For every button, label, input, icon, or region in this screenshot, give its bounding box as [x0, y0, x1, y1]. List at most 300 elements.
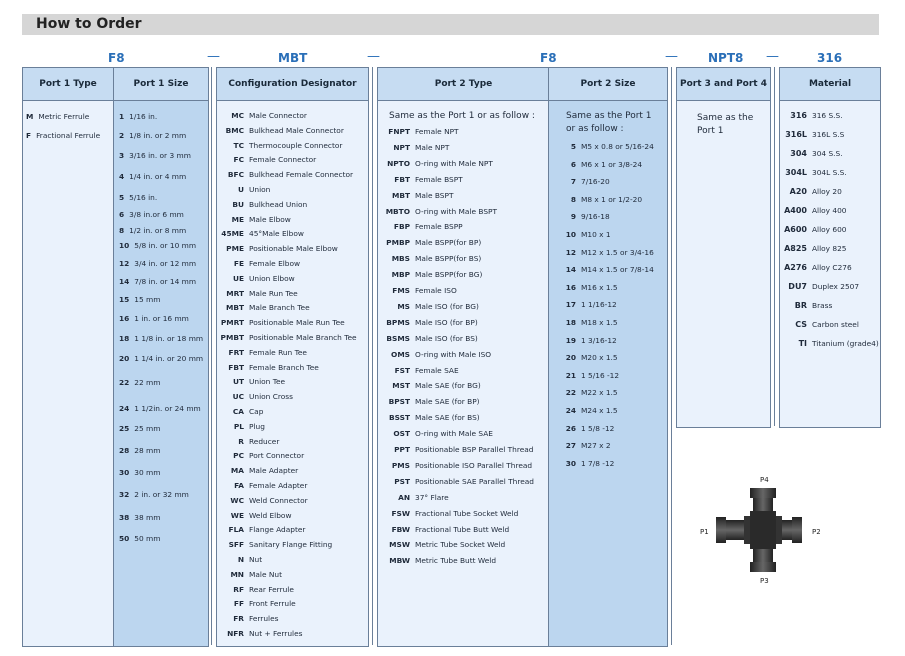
- item-desc: Bulkhead Female Connector: [249, 170, 354, 180]
- list-item: [562, 283, 618, 292]
- list-item: [219, 244, 338, 253]
- item-desc: Nut + Ferrules: [249, 629, 303, 638]
- list-item: [219, 511, 292, 520]
- column-divider: [211, 67, 212, 645]
- item-desc: Port Connector: [249, 451, 305, 461]
- order-code-port1: F8: [108, 51, 125, 65]
- item-desc: Metric Tube Socket Weld: [415, 540, 506, 550]
- port-label-p3: P3: [760, 577, 769, 585]
- item-desc: Positionable BSP Parallel Thread: [415, 445, 534, 454]
- item-code: F: [26, 131, 32, 140]
- item-code: 316: [790, 111, 807, 120]
- list-item: [382, 127, 459, 136]
- item-code: BSST: [389, 413, 410, 423]
- port2-type-header: Port 2 Type: [378, 68, 549, 101]
- list-item: [382, 159, 493, 168]
- list-item: [119, 534, 160, 543]
- item-desc: Bulkhead Male Connector: [249, 125, 344, 135]
- list-item: [119, 468, 160, 477]
- order-code-port2: F8: [540, 51, 557, 65]
- item-desc: M12 x 1.5 or 3/4-16: [581, 247, 654, 257]
- item-code: 5: [119, 193, 125, 202]
- item-code: 22: [565, 388, 576, 398]
- item-desc: M10 x 1: [581, 230, 611, 239]
- item-code: 20: [119, 354, 130, 363]
- item-desc: Male Run Tee: [249, 288, 298, 298]
- list-item: [119, 193, 157, 202]
- item-desc: Male Adapter: [249, 466, 299, 476]
- list-item: [219, 215, 291, 224]
- item-desc: Female BSPT: [415, 174, 463, 184]
- port-label-p2: P2: [812, 528, 821, 536]
- item-desc: Positionable SAE Parallel Thread: [415, 476, 534, 486]
- list-item: [119, 404, 201, 413]
- item-code: MN: [230, 569, 244, 579]
- item-code: 1: [119, 112, 125, 121]
- item-code: CS: [795, 320, 807, 329]
- item-code: PMRT: [220, 318, 244, 328]
- item-code: NPTO: [387, 158, 410, 168]
- item-desc: Weld Connector: [249, 495, 308, 505]
- list-item: [219, 259, 300, 268]
- item-desc: Sanitary Flange Fitting: [249, 540, 333, 550]
- item-desc: Union Cross: [249, 392, 293, 402]
- item-code: 10: [565, 230, 576, 239]
- item-desc: Titanium (grade4): [812, 339, 879, 348]
- item-code: 3: [119, 151, 125, 160]
- item-code: 8: [119, 226, 125, 235]
- column-divider: [671, 67, 672, 645]
- item-code: 17: [565, 300, 576, 310]
- list-item: [219, 392, 293, 401]
- list-item: [562, 353, 618, 362]
- item-code: FNPT: [388, 127, 410, 136]
- item-desc: 316L S.S: [812, 130, 845, 139]
- item-desc: 3/4 in. or 12 mm: [134, 259, 197, 268]
- list-item: [119, 334, 203, 343]
- item-desc: M18 x 1.5: [581, 318, 618, 327]
- list-item: [562, 318, 618, 327]
- list-item: [219, 422, 265, 431]
- item-code: 24: [119, 404, 130, 413]
- item-desc: 9/16-18: [581, 212, 610, 222]
- list-item: [219, 318, 345, 327]
- list-item: [382, 429, 493, 438]
- item-code: 12: [119, 259, 130, 268]
- page-title: How to Order: [36, 16, 142, 32]
- item-desc: O-ring with Male BSPT: [415, 206, 497, 216]
- item-code: A825: [784, 244, 807, 253]
- item-code: 304: [790, 149, 807, 158]
- item-code: 30: [119, 468, 130, 477]
- item-desc: 304 S.S.: [812, 149, 843, 158]
- order-code-separator: —: [207, 49, 220, 64]
- item-code: 27: [565, 441, 576, 451]
- list-item: [219, 407, 263, 416]
- item-code: 20: [565, 353, 576, 363]
- item-code: FBP: [393, 222, 410, 232]
- list-item: [780, 111, 843, 120]
- item-desc: Female Elbow: [249, 259, 301, 268]
- item-desc: Fractional Tube Butt Weld: [415, 524, 510, 534]
- item-code: 16: [119, 314, 130, 323]
- item-code: 22: [119, 378, 130, 387]
- item-code: SFF: [228, 540, 244, 550]
- item-desc: 37° Flare: [415, 492, 449, 502]
- list-item: [382, 540, 505, 549]
- list-item: [219, 126, 344, 135]
- item-desc: M16 x 1.5: [581, 282, 618, 292]
- item-desc: 2 in. or 32 mm: [134, 490, 189, 499]
- list-item: [219, 437, 279, 446]
- item-desc: Thermocouple Connector: [249, 140, 343, 150]
- list-item: [219, 629, 302, 638]
- item-desc: 1 in. or 16 mm: [134, 314, 189, 323]
- item-code: MA: [230, 466, 244, 476]
- list-item: [219, 170, 353, 179]
- item-code: BMC: [225, 125, 244, 135]
- item-code: CA: [232, 407, 244, 416]
- list-item: [780, 244, 847, 253]
- list-item: [119, 277, 196, 286]
- item-code: 28: [119, 446, 130, 455]
- order-code-material: 316: [817, 51, 843, 65]
- item-code: WC: [230, 495, 244, 505]
- item-desc: 316 S.S.: [812, 111, 843, 120]
- list-item: [562, 248, 654, 257]
- port2-type-intro: Same as the Port 1 or as follow :: [389, 111, 535, 121]
- item-desc: 1/16 in.: [129, 112, 158, 121]
- item-code: WE: [230, 510, 244, 520]
- list-item: [780, 168, 847, 177]
- item-desc: 50 mm: [134, 534, 161, 543]
- list-item: [26, 112, 89, 121]
- item-desc: M20 x 1.5: [581, 353, 618, 363]
- item-desc: Ferrules: [249, 614, 279, 624]
- list-item: [382, 413, 480, 422]
- item-desc: Alloy C276: [812, 263, 852, 272]
- item-desc: Female Run Tee: [249, 347, 307, 357]
- item-desc: Female Adapter: [249, 481, 308, 490]
- item-code: 30: [565, 458, 576, 468]
- item-code: MBTO: [385, 206, 410, 216]
- item-desc: Carbon steel: [812, 320, 859, 329]
- port1-size-header: Port 1 Size: [114, 68, 208, 101]
- list-item: [562, 424, 614, 433]
- list-item: [219, 363, 319, 372]
- item-code: 7: [570, 177, 576, 187]
- list-item: [219, 348, 307, 357]
- item-code: FBT: [228, 362, 244, 372]
- item-code: MBT: [225, 303, 244, 313]
- item-code: BFC: [227, 170, 244, 180]
- item-desc: Duplex 2507: [812, 282, 860, 291]
- item-desc: Cap: [249, 407, 264, 416]
- port1-type-column: [22, 67, 114, 647]
- item-code: 6: [119, 210, 125, 219]
- item-code: 12: [565, 247, 576, 257]
- list-item: [382, 302, 479, 311]
- item-code: MBW: [389, 556, 410, 566]
- list-item: [219, 481, 307, 490]
- config-header: Configuration Designator: [217, 68, 368, 101]
- item-code: PC: [233, 451, 244, 461]
- list-item: [382, 286, 457, 295]
- list-item: [382, 143, 449, 152]
- item-desc: Weld Elbow: [249, 510, 292, 520]
- order-code-separator: —: [766, 49, 779, 64]
- item-desc: Male Branch Tee: [249, 303, 310, 313]
- list-item: [219, 274, 295, 283]
- item-code: MS: [397, 301, 410, 311]
- item-desc: Male SAE (for BG): [415, 381, 481, 391]
- list-item: [219, 377, 285, 386]
- item-desc: Reducer: [249, 436, 280, 446]
- list-item: [382, 461, 532, 470]
- item-desc: Female Connector: [249, 155, 317, 165]
- list-item: [219, 555, 262, 564]
- list-item: [219, 599, 296, 608]
- list-item: [382, 397, 480, 406]
- item-code: BPST: [388, 397, 410, 407]
- list-item: [219, 185, 270, 194]
- item-desc: Brass: [812, 301, 833, 310]
- item-desc: Union: [249, 185, 271, 194]
- item-desc: 45°Male Elbow: [249, 229, 304, 239]
- union-cross-diagram: [690, 470, 821, 594]
- item-code: 8: [570, 194, 576, 204]
- list-item: [119, 112, 157, 121]
- list-item: [562, 459, 614, 468]
- item-desc: Flange Adapter: [249, 525, 306, 535]
- list-item: [780, 130, 844, 139]
- list-item: [780, 339, 879, 348]
- item-desc: Male BSPP(for BG): [415, 270, 483, 280]
- item-desc: Metric Tube Butt Weld: [415, 556, 497, 566]
- list-item: [382, 381, 481, 390]
- item-desc: 5/8 in. or 10 mm: [134, 241, 197, 250]
- item-code: FMS: [392, 286, 410, 295]
- list-item: [562, 265, 654, 274]
- list-item: [382, 222, 463, 231]
- item-code: FR: [233, 614, 244, 624]
- item-desc: O-ring with Male NPT: [415, 158, 493, 168]
- item-code: 2: [119, 131, 125, 140]
- item-desc: 5/16 in.: [129, 193, 158, 202]
- item-desc: Male NPT: [415, 142, 450, 152]
- item-code: 32: [119, 490, 130, 499]
- list-item: [562, 142, 654, 151]
- item-code: 19: [565, 335, 576, 345]
- item-code: NFR: [227, 629, 244, 638]
- item-desc: Positionable Male Run Tee: [249, 318, 345, 328]
- list-item: [219, 466, 298, 475]
- item-code: FE: [233, 259, 244, 268]
- item-desc: M27 x 2: [581, 441, 611, 451]
- item-code: 304L: [785, 168, 807, 177]
- item-desc: 1/2 in. or 8 mm: [129, 226, 187, 235]
- item-code: PMS: [391, 460, 410, 470]
- item-desc: Male BSPT: [415, 190, 454, 200]
- list-item: [219, 570, 282, 579]
- item-desc: Union Tee: [249, 377, 286, 387]
- item-code: UE: [232, 273, 244, 283]
- item-code: OST: [393, 429, 410, 439]
- list-item: [382, 525, 509, 534]
- item-code: BPMS: [386, 317, 410, 327]
- item-code: 16: [565, 282, 576, 292]
- item-code: 26: [565, 423, 576, 433]
- item-desc: M6 x 1 or 3/8-24: [581, 159, 643, 169]
- item-desc: Bulkhead Union: [249, 199, 308, 209]
- item-code: PMBP: [386, 238, 410, 248]
- item-code: FBT: [394, 174, 410, 184]
- list-item: [382, 477, 534, 486]
- item-code: 45ME: [221, 229, 244, 239]
- list-item: [382, 238, 481, 247]
- title-bar: [22, 14, 879, 35]
- item-code: FST: [394, 365, 410, 375]
- port-label-p4: P4: [760, 476, 769, 484]
- item-desc: Union Elbow: [249, 273, 295, 283]
- item-code: MBT: [391, 190, 410, 200]
- list-item: [382, 445, 534, 454]
- item-desc: 304L S.S.: [812, 168, 847, 177]
- item-desc: 3/8 in.or 6 mm: [129, 210, 184, 219]
- item-code: TI: [798, 339, 807, 348]
- item-desc: Male Elbow: [249, 214, 291, 224]
- port2-size-header: Port 2 Size: [549, 68, 667, 101]
- list-item: [382, 493, 449, 502]
- item-code: 5: [570, 142, 576, 151]
- item-desc: 28 mm: [134, 446, 161, 455]
- item-code: ME: [231, 214, 244, 224]
- port34-header: Port 3 and Port 4: [677, 68, 770, 101]
- list-item: [119, 424, 160, 433]
- item-desc: 3/16 in. or 3 mm: [129, 151, 191, 160]
- list-item: [780, 263, 852, 272]
- item-desc: Front Ferrule: [249, 599, 296, 609]
- list-item: [119, 490, 189, 499]
- item-code: PMBT: [220, 333, 244, 342]
- item-code: UT: [232, 377, 244, 387]
- list-item: [119, 210, 184, 219]
- list-item: [119, 513, 160, 522]
- list-item: [780, 206, 847, 215]
- list-item: [219, 496, 308, 505]
- item-desc: Female Branch Tee: [249, 362, 319, 372]
- item-code: PPT: [394, 445, 410, 454]
- item-code: MST: [392, 381, 410, 391]
- item-desc: M14 x 1.5 or 7/8-14: [581, 265, 654, 275]
- list-item: [780, 225, 847, 234]
- list-item: [119, 354, 203, 363]
- list-item: [562, 300, 617, 309]
- list-item: [219, 333, 357, 342]
- list-item: [219, 525, 305, 534]
- item-code: BR: [794, 301, 807, 310]
- list-item: [382, 350, 491, 359]
- item-code: 9: [570, 212, 576, 222]
- item-desc: Male Nut: [249, 569, 282, 579]
- item-code: A400: [784, 206, 807, 215]
- item-desc: Female NPT: [415, 127, 459, 136]
- item-code: 38: [119, 513, 130, 522]
- item-desc: M8 x 1 or 1/2-20: [581, 194, 643, 204]
- item-desc: Male BSPP(for BP): [415, 238, 482, 248]
- item-code: PST: [394, 476, 410, 486]
- list-item: [562, 212, 610, 221]
- item-desc: Male SAE (for BS): [415, 413, 480, 423]
- item-code: 21: [565, 370, 576, 380]
- item-desc: 1 1/8 in. or 18 mm: [134, 334, 204, 343]
- item-desc: 1 1/16-12: [581, 300, 617, 310]
- list-item: [382, 207, 497, 216]
- item-desc: 1 5/16 -12: [581, 370, 620, 380]
- order-code-config: MBT: [278, 51, 308, 65]
- item-desc: 22 mm: [134, 378, 161, 387]
- item-desc: Female BSPP: [415, 222, 463, 232]
- list-item: [219, 200, 307, 209]
- item-desc: M5 x 0.8 or 5/16-24: [581, 142, 654, 151]
- list-item: [780, 149, 843, 158]
- item-desc: Female SAE: [415, 365, 459, 375]
- item-desc: Female ISO: [415, 286, 457, 295]
- item-code: 4: [119, 172, 125, 181]
- material-header: Material: [780, 68, 880, 101]
- item-code: MSW: [389, 540, 410, 550]
- column-divider: [774, 67, 775, 426]
- item-desc: Male Connector: [249, 111, 307, 120]
- item-desc: 15 mm: [134, 295, 161, 304]
- item-desc: 1/8 in. or 2 mm: [129, 131, 187, 140]
- port2-size-intro: Same as the Port 1 or as follow :: [566, 111, 652, 134]
- item-code: FC: [233, 155, 244, 165]
- item-code: FLA: [228, 525, 244, 535]
- port1-type-header: Port 1 Type: [23, 68, 113, 101]
- item-desc: O-ring with Male SAE: [415, 429, 493, 439]
- item-desc: 1 7/8 -12: [581, 458, 615, 468]
- list-item: [562, 195, 642, 204]
- list-item: [219, 451, 304, 460]
- list-item: [562, 388, 618, 397]
- item-code: 24: [565, 406, 576, 415]
- item-code: PL: [233, 421, 244, 431]
- list-item: [119, 295, 160, 304]
- list-item: [382, 334, 478, 343]
- list-item: [219, 155, 316, 164]
- list-item: [562, 177, 610, 186]
- item-desc: Plug: [249, 421, 265, 431]
- item-desc: O-ring with Male ISO: [415, 349, 492, 359]
- item-code: 18: [565, 318, 576, 327]
- item-desc: 1 5/8 -12: [581, 423, 615, 433]
- item-code: MBS: [391, 254, 410, 264]
- item-desc: Alloy 20: [812, 187, 842, 196]
- item-code: FA: [234, 481, 244, 490]
- list-item: [219, 141, 342, 150]
- order-code-separator: —: [665, 49, 678, 64]
- list-item: [562, 441, 611, 450]
- list-item: [562, 160, 642, 169]
- item-desc: Metric Ferrule: [38, 112, 90, 121]
- item-code: PME: [226, 244, 244, 254]
- list-item: [119, 241, 196, 250]
- item-code: FF: [233, 599, 244, 609]
- item-desc: 1 3/16-12: [581, 335, 617, 345]
- order-code-port34: NPT8: [708, 51, 744, 65]
- list-item: [219, 303, 310, 312]
